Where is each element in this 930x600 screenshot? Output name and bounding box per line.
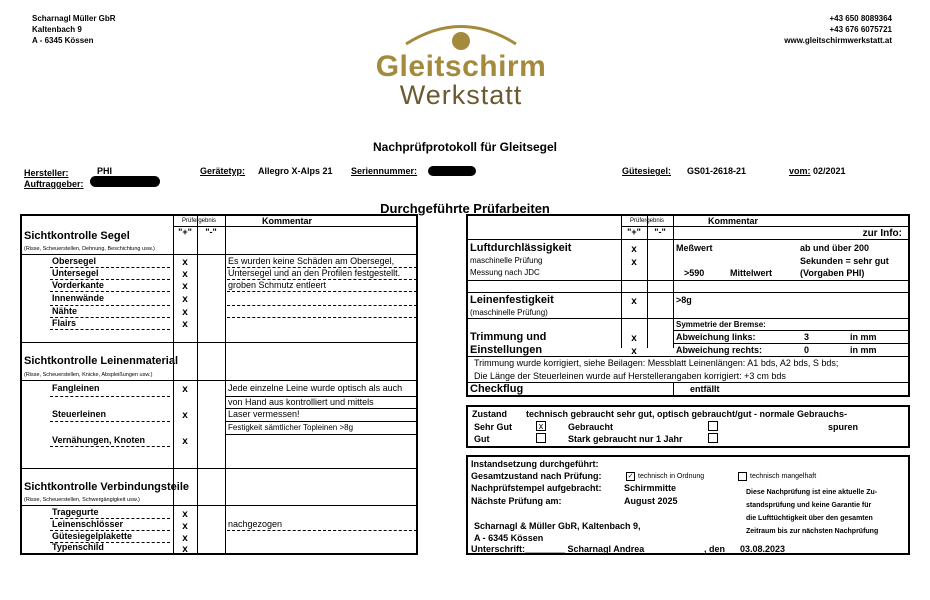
page-title: Nachprüfprotokoll für Gleitsegel	[372, 140, 558, 154]
segel-row-label: Untersegel	[52, 268, 99, 278]
guetesiegel-label: Gütesiegel:	[622, 166, 672, 176]
segel-row-mark: x	[182, 319, 188, 330]
in-ordnung-checkbox[interactable]: ✓	[627, 473, 634, 480]
trimm-note-2: Die Länge der Steuerleinen wurde auf Herstellerangaben korrigiert: +3 cm bds	[474, 371, 786, 381]
hersteller-value: PHI	[97, 166, 113, 176]
right-pruefergebnis-header: Prüfergebnis	[629, 218, 665, 224]
segel-row-label: Obersegel	[52, 256, 97, 266]
leinenfest-value: >8g	[676, 295, 692, 305]
segel-title: Sichtkontrolle Segel	[24, 230, 130, 242]
verbindung-row-label: Gütesiegelplakette	[52, 531, 133, 541]
disclaimer-note	[746, 486, 878, 538]
left-inspection-table	[20, 214, 418, 555]
left-kommentar-header: Kommentar	[262, 216, 313, 226]
leinen-row-label: Fangleinen	[52, 383, 100, 393]
checkflug-label: Checkflug	[470, 383, 524, 395]
right-inspection-table	[466, 214, 910, 397]
leinenfest-sub: (maschinelle Prüfung)	[470, 308, 548, 317]
luft-mark: x	[631, 244, 637, 255]
logo-line-1: Gleitschirm	[375, 50, 547, 83]
instand-line-1: Instandsetzung durchgeführt:	[471, 459, 599, 469]
trimm-title-2: Einstellungen	[470, 344, 543, 356]
leinen-title: Sichtkontrolle Leinenmaterial	[24, 355, 179, 367]
leinen-row-label: Vernähungen, Knoten	[52, 435, 146, 445]
verbindung-subtitle: (Risse, Scheuerstellen, Schwergängigkeit usw.)	[24, 497, 140, 503]
segel-row-mark: x	[182, 294, 188, 305]
zustand-desc-1: technisch gebraucht sehr gut, optisch gebraucht/gut - normale Gebrauchs-	[526, 409, 848, 419]
verbindung-row-mark: x	[182, 544, 188, 555]
messwert-label: Meßwert	[676, 243, 713, 253]
trimm-title-1: Trimmung und	[470, 331, 547, 343]
luft-mark: x	[631, 257, 637, 268]
auftraggeber-label: Auftraggeber:	[24, 179, 84, 189]
mangelhaft-checkbox[interactable]	[738, 472, 747, 481]
phone-1: +43 650 8089364	[829, 14, 892, 23]
symmetrie-label: Symmetrie der Bremse:	[676, 320, 766, 329]
stempel-value: Schirmmitte	[624, 483, 677, 493]
zustand-box	[466, 405, 910, 448]
gut-checkbox[interactable]	[536, 433, 546, 443]
right-kommentar-header: Kommentar	[708, 216, 759, 226]
segel-row-label: Flairs	[52, 318, 77, 328]
trimm-note-1: Trimmung wurde korrigiert, siehe Beilagen: Messblatt Leinenlängen: A1 bds, A2 bds, S bds;	[474, 358, 839, 368]
disclaimer-line: Diese Nachprüfung ist eine aktuelle Zu-	[746, 489, 878, 496]
in-ordnung-label: technisch in Ordnung	[638, 473, 705, 480]
address-line-2: A - 6345 Kössen	[474, 533, 544, 543]
gebraucht-checkbox[interactable]	[708, 421, 718, 431]
abweichung-links-value: 3	[804, 332, 810, 342]
left-pruefergebnis-header: Prüfergebnis	[181, 218, 217, 224]
vom-value: 02/2021	[813, 166, 846, 176]
mittelwert-label: Mittelwert	[730, 268, 773, 278]
instand-line-3: Nachprüfstempel aufgebracht:	[471, 483, 602, 493]
segel-row-mark: x	[182, 257, 188, 268]
company-address	[32, 13, 116, 46]
phone-2: +43 676 6075721	[829, 25, 892, 34]
zustand-option-gut: Gut	[474, 434, 490, 444]
instand-line-2: Gesamtzustand nach Prüfung:	[471, 471, 602, 481]
stark-gebraucht-checkbox[interactable]	[708, 433, 718, 443]
disclaimer-line: die Lufttüchtigkeit über den gesamten	[746, 515, 873, 522]
abweichung-rechts-label: Abweichung rechts:	[676, 345, 763, 355]
verbindung-row-mark: x	[182, 533, 188, 544]
segel-row-label: Innenwände	[52, 293, 105, 303]
abweichung-rechts-value: 0	[804, 345, 810, 355]
company-city: A - 6345 Kössen	[32, 36, 94, 45]
disclaimer-line: standsprüfung und keine Garantie für	[746, 502, 872, 509]
mangelhaft-label: technisch mangelhaft	[750, 473, 817, 480]
sehr-gut-checkbox[interactable]: x	[536, 421, 546, 431]
leinen-row-mark: x	[182, 384, 188, 395]
segel-subtitle: (Risse, Scheuerstellen, Dehnung, Beschichtung usw.)	[24, 246, 155, 252]
guetesiegel-value: GS01-2618-21	[687, 166, 747, 176]
hersteller-label: Hersteller:	[24, 168, 69, 178]
leinenfest-title: Leinenfestigkeit	[470, 294, 554, 306]
instand-line-4: Nächste Prüfung am:	[471, 496, 562, 506]
leinen-subtitle: (Risse, Scheuerstellen, Knicke, Abspleißungen usw.)	[24, 372, 153, 378]
segel-row-comment: groben Schmutz entleert	[228, 280, 327, 290]
abweichung-links-label: Abweichung links:	[676, 332, 756, 342]
segel-row-mark: x	[182, 281, 188, 292]
segel-row-label: Vorderkante	[52, 280, 104, 290]
verbindung-row-label: Tragegurte	[52, 507, 99, 517]
signature-line: Unterschrift:________ Scharnagl Andrea	[471, 544, 645, 554]
leinenfest-mark: x	[631, 296, 637, 307]
section-title: Durchgeführte Prüfarbeiten	[380, 201, 550, 216]
leinen-row-comment: von Hand aus kontrolliert und mittels	[228, 397, 374, 407]
zustand-label: Zustand	[472, 409, 507, 419]
leinen-row-comment: Festigkeit sämtlicher Topleinen >8g	[228, 423, 354, 432]
right-plus-header: "+"	[627, 227, 641, 237]
company-contact	[784, 13, 892, 46]
zur-info-header: zur Info:	[862, 228, 902, 239]
unit-mm: in mm	[850, 345, 877, 355]
info-line-2: Sekunden = sehr gut	[800, 256, 889, 266]
leinen-row-comment: Laser vermessen!	[228, 409, 300, 419]
verbindung-row-comment: nachgezogen	[228, 519, 283, 529]
segel-row-label: Nähte	[52, 306, 78, 316]
disclaimer-line: Zeitraum bis zur nächsten Nachprüfung	[746, 528, 879, 535]
info-line-1: ab und über 200	[800, 243, 870, 253]
trimm-mark: x	[631, 346, 637, 357]
geraetetyp-label: Gerätetyp:	[200, 166, 246, 176]
seriennummer-label: Seriennummer:	[351, 166, 418, 176]
left-minus-header: "-"	[205, 227, 217, 237]
verbindung-row-label: Leinenschlösser	[52, 519, 124, 529]
unit-mm: in mm	[850, 332, 877, 342]
zustand-option-sehr-gut: Sehr Gut	[474, 422, 513, 432]
naechste-pruefung-value: August 2025	[624, 496, 678, 506]
company-street: Kaltenbach 9	[32, 25, 82, 34]
verbindung-row-mark: x	[182, 521, 188, 532]
signature-date: 03.08.2023	[740, 544, 786, 554]
zustand-option-gebraucht: Gebraucht	[568, 422, 614, 432]
website: www.gleitschirmwerkstatt.at	[784, 36, 892, 45]
zustand-option-stark: Stark gebraucht nur 1 Jahr	[568, 434, 683, 444]
logo-arc-icon	[366, 14, 556, 54]
messwert-value: >590	[684, 268, 705, 278]
instandsetzung-box	[466, 455, 910, 555]
zustand-desc-2: spuren	[828, 422, 859, 432]
verbindung-title: Sichtkontrolle Verbindungsteile	[24, 481, 190, 493]
geraetetyp-value: Allegro X-Alps 21	[258, 166, 333, 176]
right-minus-header: "-"	[654, 227, 666, 237]
leinen-row-label: Steuerleinen	[52, 409, 107, 419]
company-name: Scharnagl Müller GbR	[32, 14, 116, 23]
logo-line-2: Werkstatt	[399, 80, 523, 110]
verbindung-row-mark: x	[182, 509, 188, 520]
segel-row-comment: Es wurden keine Schäden am Obersegel,	[228, 256, 395, 266]
leinen-row-comment: Jede einzelne Leine wurde optisch als auch	[228, 383, 403, 393]
leinen-row-mark: x	[182, 436, 188, 447]
logo	[366, 14, 556, 114]
left-plus-header: "+"	[178, 227, 192, 237]
trimm-mark: x	[631, 333, 637, 344]
segel-row-comment: Untersegel und an den Profilen festgestellt.	[228, 268, 401, 278]
leinen-row-mark: x	[182, 410, 188, 421]
vom-label: vom:	[789, 166, 811, 176]
luft-sub-1: maschinelle Prüfung	[470, 256, 543, 265]
redacted-serial	[428, 166, 476, 176]
address-line-1: Scharnagl & Müller GbR, Kaltenbach 9,	[474, 521, 641, 531]
checkflug-value: entfällt	[690, 384, 720, 394]
info-line-3: (Vorgaben PHI)	[800, 268, 865, 278]
segel-row-mark: x	[182, 269, 188, 280]
verbindung-row-label: Typenschild	[52, 542, 104, 552]
redacted-client	[90, 176, 160, 187]
luft-title: Luftdurchlässigkeit	[470, 242, 572, 254]
den-label: , den	[704, 544, 726, 554]
luft-sub-2: Messung nach JDC	[470, 268, 540, 277]
segel-row-mark: x	[182, 307, 188, 318]
